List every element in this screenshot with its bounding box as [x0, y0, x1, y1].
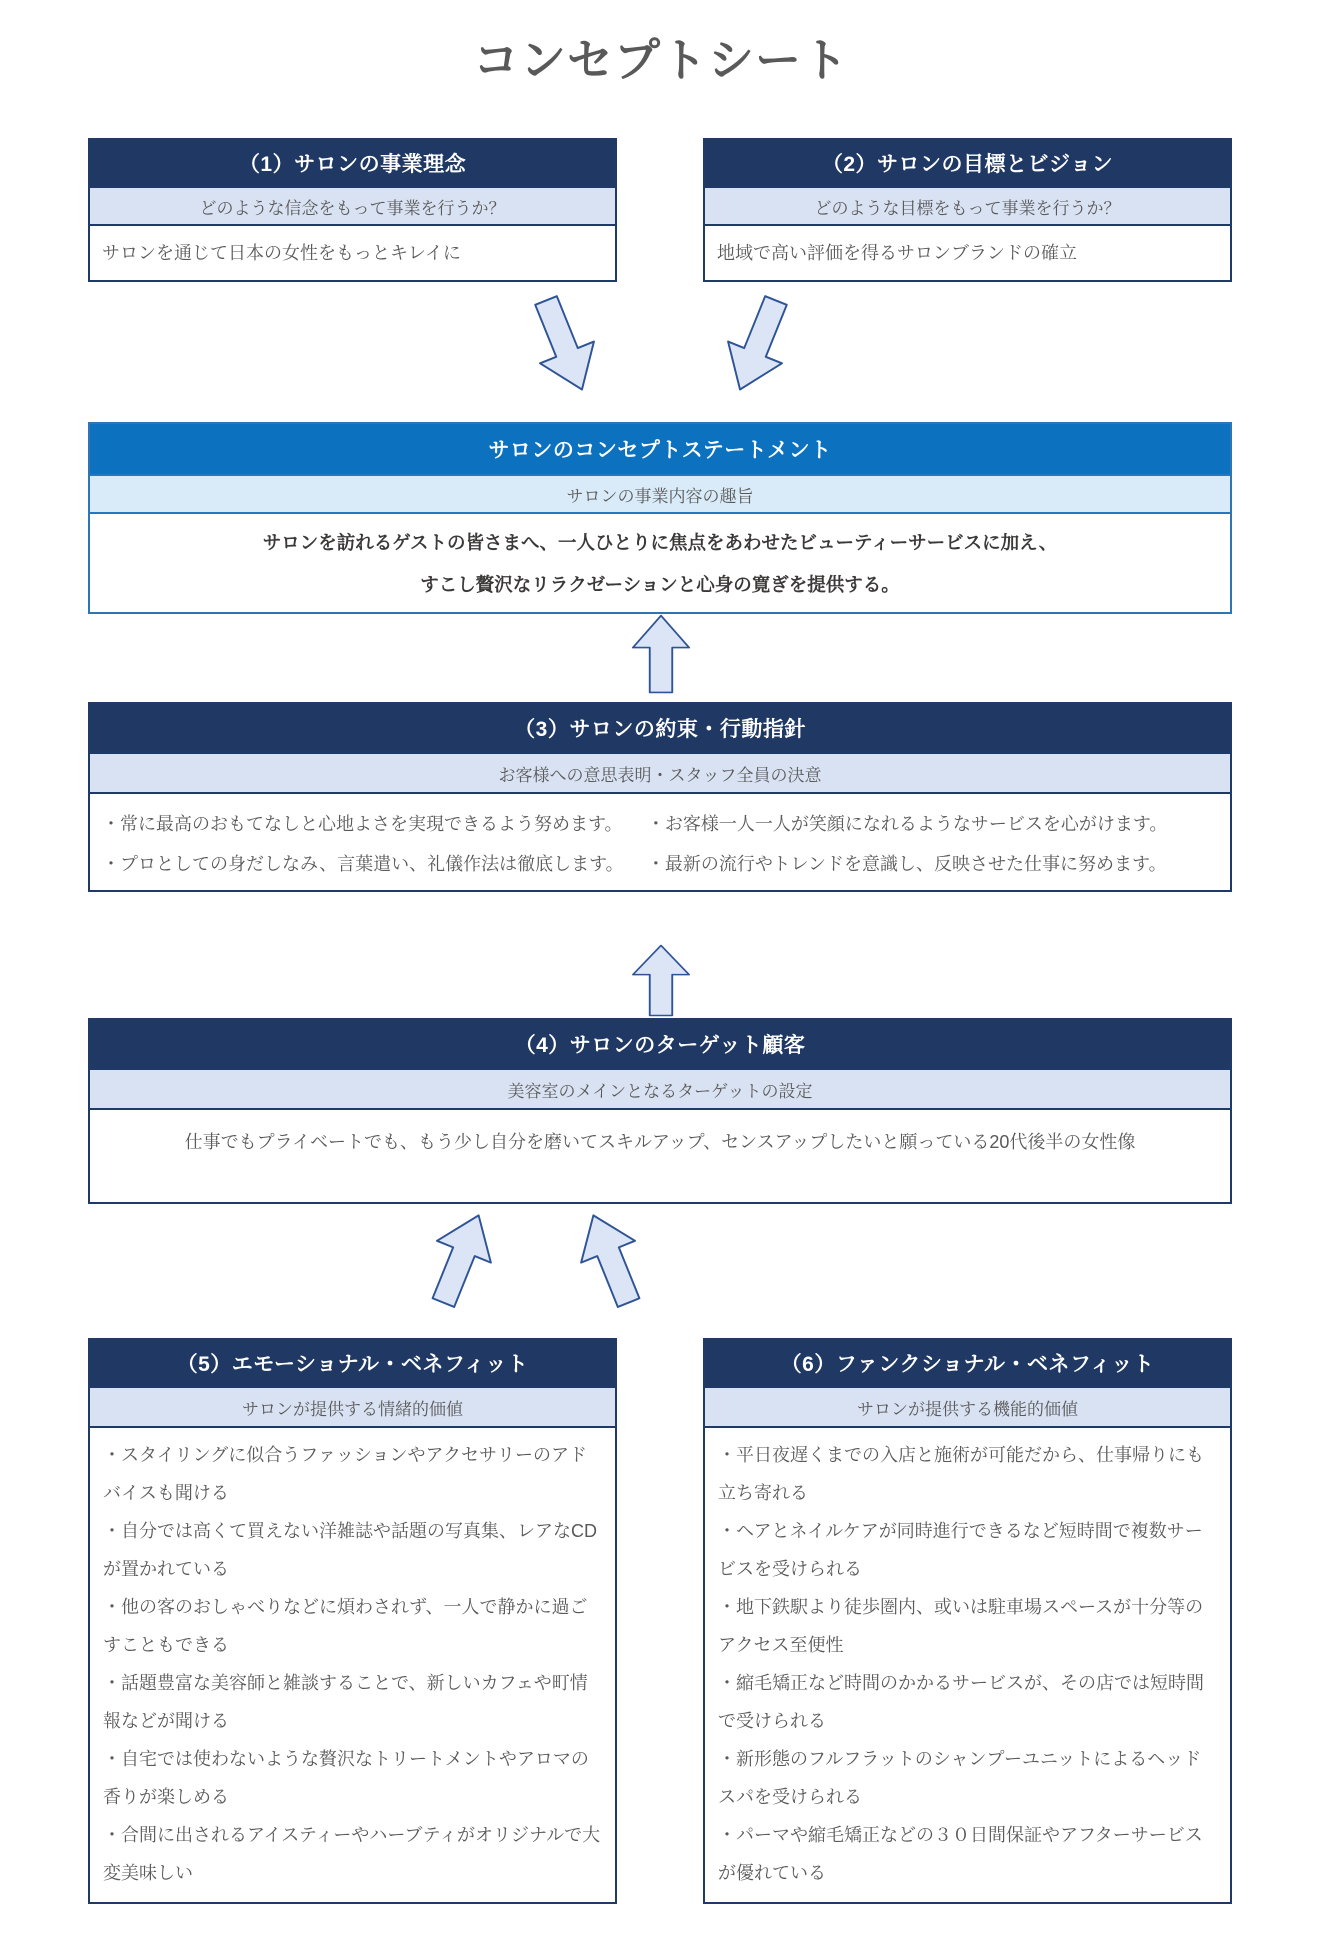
statement-subtitle: サロンの事業内容の趣旨 [90, 474, 1230, 514]
statement-line-1: サロンを訪れるゲストの皆さまへ、一人ひとりに焦点をあわせたビューティーサービスに加え、 [262, 532, 1058, 553]
box-5-emotional-benefit [88, 1338, 617, 1904]
box-3-subtitle: お客様への意思表明・スタッフ全員の決意 [90, 752, 1230, 794]
statement-line-2: すこし贅沢なリラクゼーションと心身の寛ぎを提供する。 [420, 574, 900, 595]
benefit-item: ・平日夜遅くまでの入店と施術が可能だから、仕事帰りにも立ち寄れる [718, 1445, 1204, 1503]
box-2-subtitle: どのような目標をもって事業を行うか？ [705, 186, 1230, 226]
box-6-subtitle: サロンが提供する機能的価値 [705, 1386, 1230, 1428]
benefit-item: ・縮毛矯正など時間のかかるサービスが、その店では短時間で受けられる [718, 1673, 1204, 1731]
box-3-content [90, 794, 1230, 876]
box-2-goals-vision [703, 138, 1232, 282]
box-concept-statement [88, 422, 1232, 614]
box-1-subtitle: どのような信念をもって事業を行うか？ [90, 186, 615, 226]
box-2-header: （2）サロンの目標とビジョン [705, 140, 1230, 186]
box-2-content: 地域で高い評価を得るサロンブランドの確立 [717, 243, 1077, 263]
arrow-up-icon [631, 944, 691, 1017]
box-6-content [705, 1428, 1230, 1892]
arrow-up-left-icon [564, 1202, 658, 1316]
benefit-item: ・他の客のおしゃべりなどに煩わされず、一人で静かに過ごすこともできる [103, 1597, 588, 1655]
arrow-down-left-icon [711, 287, 806, 403]
pledge-item: ・最新の流行やトレンドを意識し、反映させた仕事に努めます。 [646, 854, 1167, 874]
box-5-subtitle: サロンが提供する情緒的価値 [90, 1386, 615, 1428]
pledge-item: ・常に最高のおもてなしと心地よさを実現できるよう努めます。 [102, 814, 623, 834]
arrow-down-right-icon [517, 287, 612, 403]
statement-header: サロンのコンセプトステートメント [90, 424, 1230, 474]
box-3-promises-guidelines [88, 702, 1232, 892]
box-5-header: （5）エモーショナル・ベネフィット [90, 1340, 615, 1386]
pledge-item: ・お客様一人一人が笑顔になれるようなサービスを心がけます。 [646, 814, 1168, 834]
box-3-header: （3）サロンの約束・行動指針 [90, 704, 1230, 752]
benefit-item: ・ヘアとネイルケアが同時進行できるなど短時間で複数サービスを受けられる [718, 1521, 1203, 1579]
pledge-item: ・プロとしての身だしなみ、言葉遣い、礼儀作法は徹底します。 [102, 854, 624, 874]
benefit-item: ・合間に出されるアイスティーやハーブティがオリジナルで大変美味しい [103, 1825, 601, 1883]
box-1-content: サロンを通じて日本の女性をもっとキレイに [102, 243, 461, 263]
page-title: コンセプトシート [473, 34, 849, 86]
statement-content [90, 514, 1230, 606]
benefit-item: ・自分では高くて買えない洋雑誌や話題の写真集、レアなCDが置かれている [103, 1521, 597, 1579]
box-6-header: （6）ファンクショナル・ベネフィット [705, 1340, 1230, 1386]
benefit-item: ・地下鉄駅より徒歩圏内、或いは駐車場スペースが十分等のアクセス至便性 [718, 1597, 1204, 1655]
arrow-up-icon [631, 614, 691, 694]
box-6-functional-benefit [703, 1338, 1232, 1904]
arrow-up-right-icon [414, 1202, 508, 1316]
box-4-target-customers [88, 1018, 1232, 1204]
box-5-content [90, 1428, 615, 1892]
box-1-header: （1）サロンの事業理念 [90, 140, 615, 186]
benefit-item: ・話題豊富な美容師と雑談することで、新しいカフェや町情報などが聞ける [103, 1673, 588, 1731]
box-4-subtitle: 美容室のメインとなるターゲットの設定 [90, 1068, 1230, 1110]
benefit-item: ・新形態のフルフラットのシャンプーユニットによるヘッドスパを受けられる [718, 1749, 1202, 1807]
box-4-header: （4）サロンのターゲット顧客 [90, 1020, 1230, 1068]
benefit-item: ・パーマや縮毛矯正などの３０日間保証やアフターサービスが優れている [718, 1825, 1203, 1883]
box-4-content: 仕事でもプライベートでも、もう少し自分を磨いてスキルアップ、センスアップしたいと願っている20代後半の女性像 [184, 1132, 1136, 1152]
benefit-item: ・自宅では使わないような贅沢なトリートメントやアロマの香りが楽しめる [103, 1749, 589, 1807]
benefit-item: ・スタイリングに似合うファッションやアクセサリーのアドバイスも聞ける [103, 1445, 588, 1503]
box-1-business-philosophy [88, 138, 617, 282]
